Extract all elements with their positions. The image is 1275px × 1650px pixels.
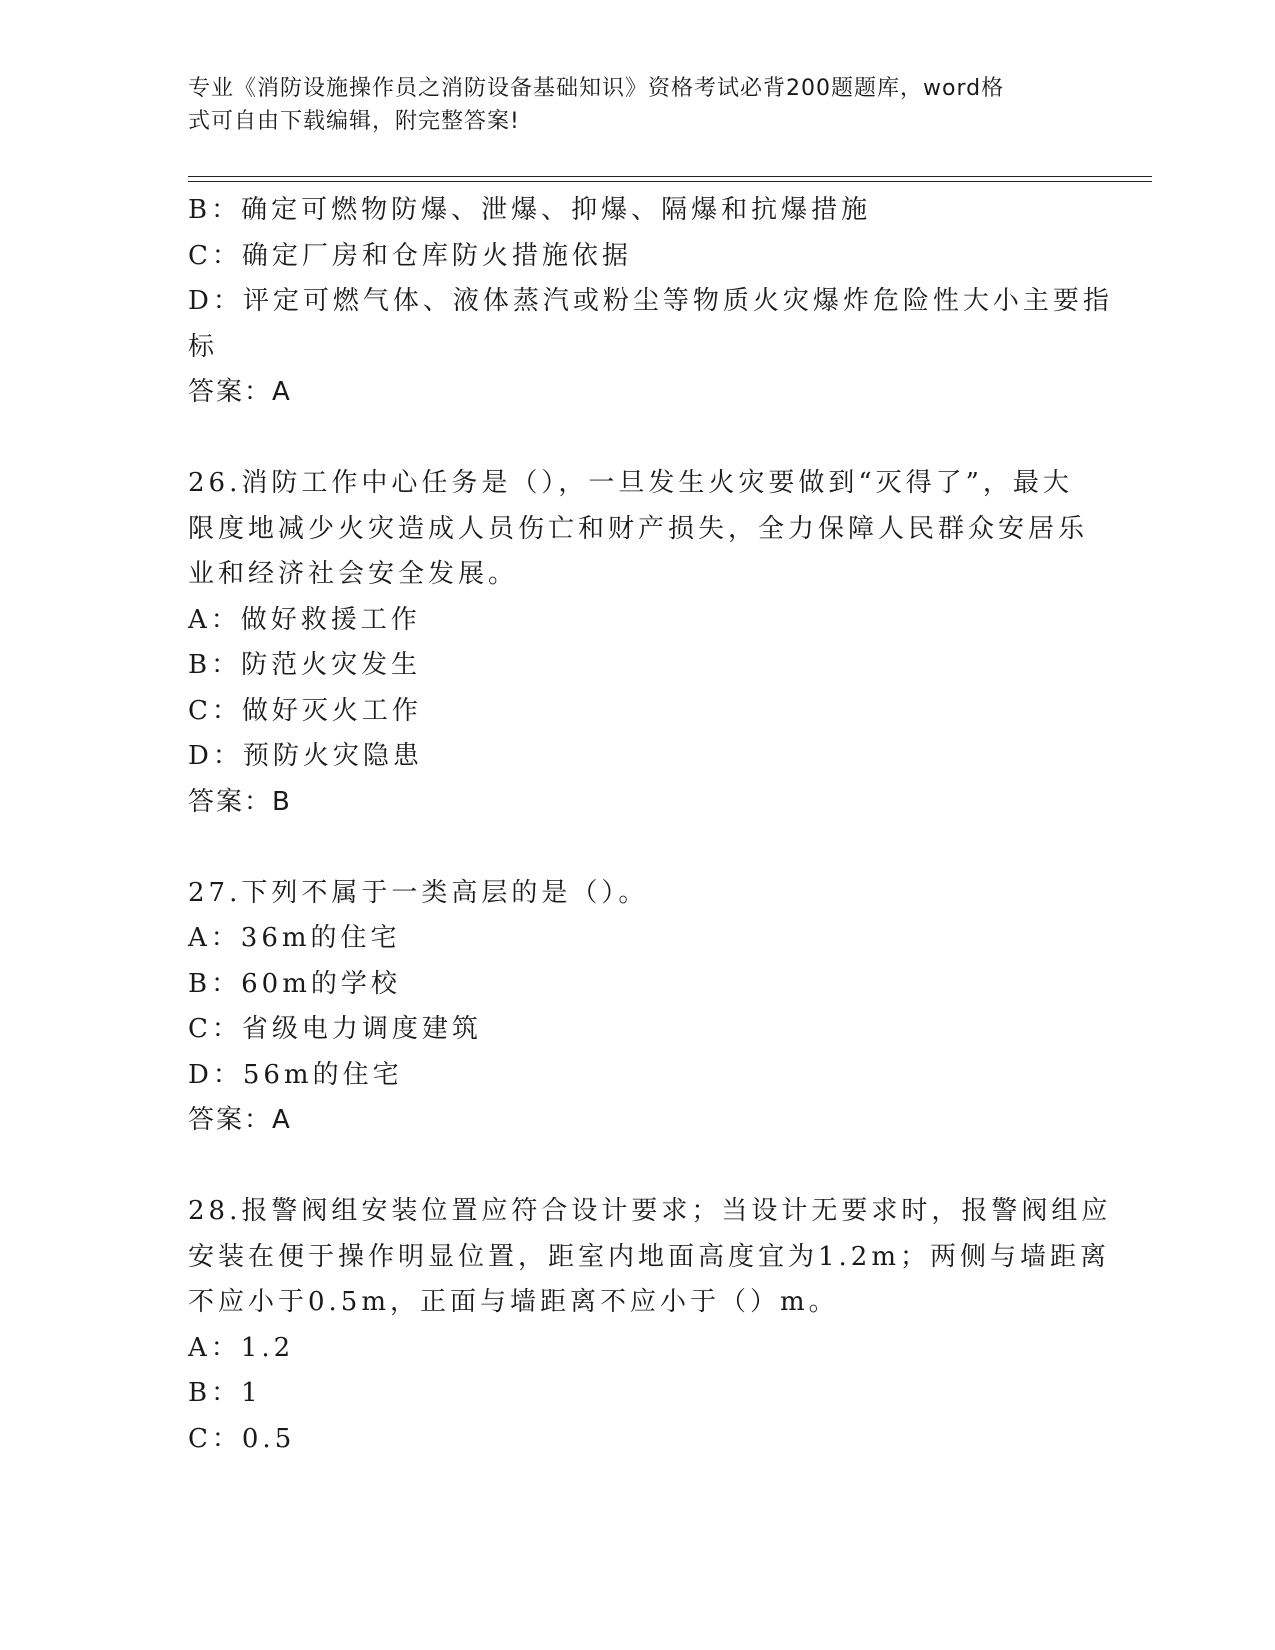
header-divider-bottom bbox=[188, 181, 1152, 182]
question-text-line-2: 安装在便于操作明显位置，距室内地面高度宜为1.2m；两侧与墙距离 bbox=[188, 1241, 1111, 1272]
option-d-line-2: 标 bbox=[188, 331, 219, 362]
option-c: C：0.5 bbox=[188, 1423, 296, 1454]
question-text-line-1: 26.消防工作中心任务是（），一旦发生火灾要做到“灭得了”，最大 bbox=[188, 468, 1073, 498]
option-b: B：60m的学校 bbox=[188, 968, 401, 999]
document-header bbox=[188, 72, 1068, 138]
question-text-line-1: 28.报警阀组安装位置应符合设计要求；当设计无要求时，报警阀组应 bbox=[188, 1196, 1112, 1226]
question-27 bbox=[188, 871, 1068, 1144]
spacer bbox=[188, 825, 1068, 871]
option-a: A：做好救援工作 bbox=[188, 604, 421, 635]
option-d: D：56m的住宅 bbox=[188, 1059, 403, 1090]
header-line-1: 专业《消防设施操作员之消防设备基础知识》资格考试必背200题题库，word格 bbox=[188, 76, 1005, 101]
option-c: C：省级电力调度建筑 bbox=[188, 1014, 482, 1044]
option-b: B：防范火灾发生 bbox=[188, 650, 422, 680]
option-b: B：确定可燃物防爆、泄爆、抑爆、隔爆和抗爆措施 bbox=[188, 195, 872, 225]
option-d: D：预防火灾隐患 bbox=[188, 741, 423, 771]
answer: 答案：A bbox=[188, 377, 292, 407]
option-a: A：36m的住宅 bbox=[188, 923, 401, 953]
question-text-line-1: 27.下列不属于一类高层的是（）。 bbox=[188, 877, 649, 908]
option-c: C：做好灭火工作 bbox=[188, 695, 422, 726]
question-text-line-2: 限度地减少火灾造成人员伤亡和财产损失，全力保障人民群众安居乐 bbox=[188, 513, 1089, 544]
option-a: A：1.2 bbox=[188, 1332, 295, 1363]
question-text-line-3: 业和经济社会安全发展。 bbox=[188, 559, 519, 589]
question-content bbox=[188, 188, 1113, 1462]
option-d-line-1: D：评定可燃气体、液体蒸汽或粉尘等物质火灾爆炸危险性大小主要指 bbox=[188, 286, 1113, 316]
answer: 答案：A bbox=[188, 1105, 292, 1135]
answer: 答案：B bbox=[188, 786, 292, 817]
spacer bbox=[188, 416, 1068, 462]
question-28 bbox=[188, 1189, 1112, 1462]
question-25-continuation bbox=[188, 188, 1113, 416]
option-c: C：确定厂房和仓库防火措施依据 bbox=[188, 240, 632, 271]
question-26 bbox=[188, 461, 1089, 825]
question-text-line-3: 不应小于0.5m，正面与墙距离不应小于（）m。 bbox=[188, 1287, 839, 1317]
header-line-2: 式可自由下载编辑，附完整答案! bbox=[188, 109, 520, 134]
header-divider-top bbox=[188, 176, 1152, 177]
option-b: B：1 bbox=[188, 1378, 262, 1408]
spacer bbox=[188, 1144, 1068, 1190]
